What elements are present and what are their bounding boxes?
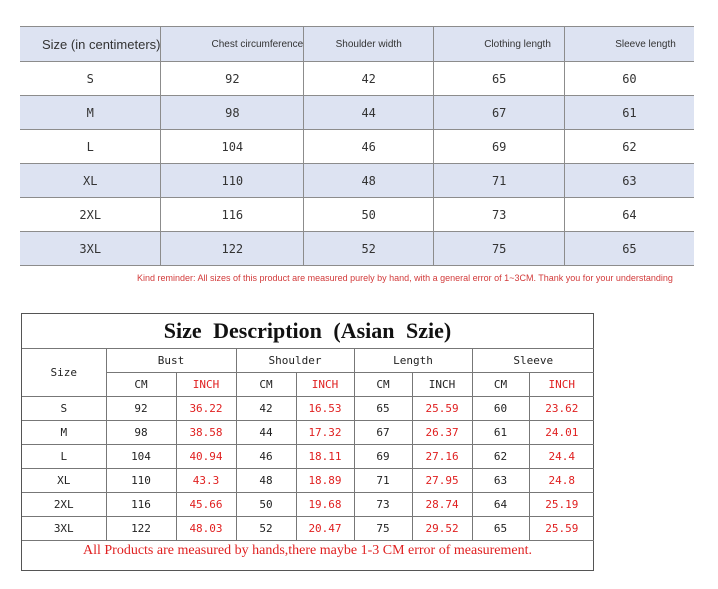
shoulder-cell: 52 bbox=[304, 232, 434, 266]
shoulder-cm-cell: 46 bbox=[236, 445, 296, 469]
length-cm-cell: 73 bbox=[354, 493, 412, 517]
chest-cell: 110 bbox=[161, 164, 304, 198]
unit-header-row bbox=[22, 373, 594, 397]
size-cell: 3XL bbox=[20, 232, 161, 266]
size-cell: 3XL bbox=[22, 517, 106, 541]
header-sleeve: Sleeve length bbox=[565, 27, 694, 62]
length-cell: 75 bbox=[434, 232, 565, 266]
table-row bbox=[20, 198, 694, 232]
length-cell: 65 bbox=[434, 62, 565, 96]
shoulder-cm-cell: 50 bbox=[236, 493, 296, 517]
sleeve-cm-cell: 64 bbox=[472, 493, 529, 517]
table-row bbox=[20, 130, 694, 164]
bust-inch-cell: 36.22 bbox=[176, 397, 236, 421]
size-cell: 2XL bbox=[22, 493, 106, 517]
length-cell: 69 bbox=[434, 130, 565, 164]
shoulder-cm-cell: 42 bbox=[236, 397, 296, 421]
sleeve-cell: 63 bbox=[565, 164, 694, 198]
sleeve-inch-cell: 24.01 bbox=[529, 421, 594, 445]
header-shoulder: Shoulder bbox=[236, 349, 354, 373]
unit-cm: CM bbox=[106, 373, 176, 397]
length-cell: 73 bbox=[434, 198, 565, 232]
sleeve-inch-cell: 25.19 bbox=[529, 493, 594, 517]
header-length: Clothing length bbox=[434, 27, 565, 62]
shoulder-inch-cell: 16.53 bbox=[296, 397, 354, 421]
length-inch-cell: 26.37 bbox=[412, 421, 472, 445]
measurement-note: All Products are measured by hands,there maybe 1-3 CM error of measurement. bbox=[82, 543, 533, 558]
length-cm-cell: 75 bbox=[354, 517, 412, 541]
size-cell: M bbox=[20, 96, 161, 130]
shoulder-inch-cell: 18.11 bbox=[296, 445, 354, 469]
size-description-title: Size Description (Asian Szie) bbox=[163, 318, 452, 343]
length-cm-cell: 71 bbox=[354, 469, 412, 493]
bust-inch-cell: 45.66 bbox=[176, 493, 236, 517]
shoulder-inch-cell: 19.68 bbox=[296, 493, 354, 517]
shoulder-cell: 46 bbox=[304, 130, 434, 164]
length-cm-cell: 67 bbox=[354, 421, 412, 445]
unit-cm: CM bbox=[236, 373, 296, 397]
table-row bbox=[20, 96, 694, 130]
unit-cm: CM bbox=[354, 373, 412, 397]
header-chest: Chest circumference bbox=[161, 27, 304, 62]
table-row bbox=[20, 164, 694, 198]
shoulder-cm-cell: 44 bbox=[236, 421, 296, 445]
bust-cm-cell: 110 bbox=[106, 469, 176, 493]
unit-inch: INCH bbox=[296, 373, 354, 397]
sleeve-cm-cell: 65 bbox=[472, 517, 529, 541]
measurement-reminder: Kind reminder: All sizes of this product are measured purely by hand, with a general error of 1~3CM. Thank you for your understanding bbox=[137, 273, 673, 283]
table-row bbox=[20, 62, 694, 96]
unit-inch: INCH bbox=[176, 373, 236, 397]
sleeve-cm-cell: 62 bbox=[472, 445, 529, 469]
shoulder-inch-cell: 17.32 bbox=[296, 421, 354, 445]
size-cell: L bbox=[20, 130, 161, 164]
table-row bbox=[20, 232, 694, 266]
length-cell: 67 bbox=[434, 96, 565, 130]
table-row bbox=[22, 421, 594, 445]
shoulder-inch-cell: 18.89 bbox=[296, 469, 354, 493]
table-row bbox=[22, 493, 594, 517]
shoulder-cell: 42 bbox=[304, 62, 434, 96]
length-inch-cell: 28.74 bbox=[412, 493, 472, 517]
table-row bbox=[22, 397, 594, 421]
chest-cell: 92 bbox=[161, 62, 304, 96]
table-row bbox=[22, 469, 594, 493]
length-inch-cell: 27.16 bbox=[412, 445, 472, 469]
shoulder-inch-cell: 20.47 bbox=[296, 517, 354, 541]
length-cell: 71 bbox=[434, 164, 565, 198]
unit-inch: INCH bbox=[529, 373, 594, 397]
length-inch-cell: 27.95 bbox=[412, 469, 472, 493]
header-bust: Bust bbox=[106, 349, 236, 373]
size-table-header-row bbox=[20, 27, 694, 62]
size-cell: M bbox=[22, 421, 106, 445]
bust-inch-cell: 48.03 bbox=[176, 517, 236, 541]
table-row bbox=[22, 517, 594, 541]
bust-cm-cell: 92 bbox=[106, 397, 176, 421]
length-cm-cell: 65 bbox=[354, 397, 412, 421]
table-row bbox=[22, 445, 594, 469]
shoulder-cm-cell: 52 bbox=[236, 517, 296, 541]
bust-cm-cell: 122 bbox=[106, 517, 176, 541]
chest-cell: 116 bbox=[161, 198, 304, 232]
size-description-box bbox=[21, 313, 594, 571]
sleeve-cell: 64 bbox=[565, 198, 694, 232]
size-cell: 2XL bbox=[20, 198, 161, 232]
unit-inch: INCH bbox=[412, 373, 472, 397]
header-shoulder: Shoulder width bbox=[304, 27, 434, 62]
header-sleeve: Sleeve bbox=[472, 349, 594, 373]
sleeve-cm-cell: 61 bbox=[472, 421, 529, 445]
length-inch-cell: 25.59 bbox=[412, 397, 472, 421]
bust-inch-cell: 43.3 bbox=[176, 469, 236, 493]
bust-cm-cell: 98 bbox=[106, 421, 176, 445]
sleeve-inch-cell: 25.59 bbox=[529, 517, 594, 541]
sleeve-cell: 62 bbox=[565, 130, 694, 164]
bust-cm-cell: 116 bbox=[106, 493, 176, 517]
shoulder-cell: 48 bbox=[304, 164, 434, 198]
length-inch-cell: 29.52 bbox=[412, 517, 472, 541]
sleeve-cell: 61 bbox=[565, 96, 694, 130]
sleeve-cell: 65 bbox=[565, 232, 694, 266]
size-cell: S bbox=[20, 62, 161, 96]
sleeve-inch-cell: 23.62 bbox=[529, 397, 594, 421]
size-cell: S bbox=[22, 397, 106, 421]
bust-cm-cell: 104 bbox=[106, 445, 176, 469]
sleeve-cm-cell: 63 bbox=[472, 469, 529, 493]
length-cm-cell: 69 bbox=[354, 445, 412, 469]
header-size: Size bbox=[22, 349, 106, 397]
group-header-row bbox=[22, 349, 594, 373]
sleeve-inch-cell: 24.4 bbox=[529, 445, 594, 469]
shoulder-cell: 50 bbox=[304, 198, 434, 232]
header-size: Size (in centimeters) bbox=[20, 27, 161, 62]
chest-cell: 104 bbox=[161, 130, 304, 164]
sleeve-cm-cell: 60 bbox=[472, 397, 529, 421]
chest-cell: 122 bbox=[161, 232, 304, 266]
size-description-table bbox=[22, 348, 594, 541]
size-table-cm bbox=[20, 26, 694, 266]
size-cell: XL bbox=[20, 164, 161, 198]
size-cell: XL bbox=[22, 469, 106, 493]
bust-inch-cell: 40.94 bbox=[176, 445, 236, 469]
unit-cm: CM bbox=[472, 373, 529, 397]
sleeve-inch-cell: 24.8 bbox=[529, 469, 594, 493]
chest-cell: 98 bbox=[161, 96, 304, 130]
shoulder-cm-cell: 48 bbox=[236, 469, 296, 493]
sleeve-cell: 60 bbox=[565, 62, 694, 96]
size-cell: L bbox=[22, 445, 106, 469]
bust-inch-cell: 38.58 bbox=[176, 421, 236, 445]
header-length: Length bbox=[354, 349, 472, 373]
shoulder-cell: 44 bbox=[304, 96, 434, 130]
